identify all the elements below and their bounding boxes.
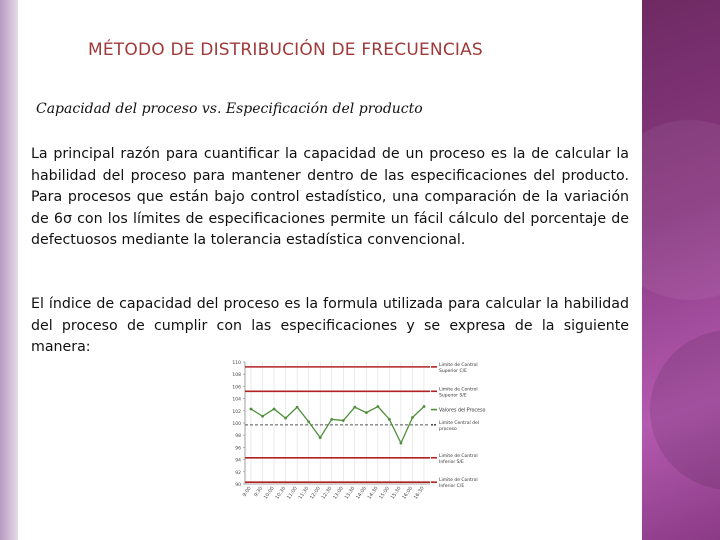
x-tick-label: 12:00 [309,486,322,501]
limit-label: Limite de Control [439,362,478,368]
panel-shape [640,120,720,300]
y-tick-label: 110 [232,361,241,366]
y-tick-label: 96 [235,446,241,452]
y-tick-label: 108 [232,373,241,379]
y-tick-label: 94 [235,458,241,464]
data-point [342,419,345,422]
x-tick-label: 11:00 [286,486,299,501]
limit-label: Limite de Control [439,387,478,393]
slide-title: MÉTODO DE DISTRIBUCIÓN DE FRECUENCIAS [88,40,483,60]
y-tick-label: 102 [232,409,241,415]
data-point [330,418,333,421]
x-tick-label: 9:30 [253,486,265,498]
x-tick-label: 13:30 [344,486,357,501]
y-tick-label: 104 [232,397,241,403]
panel-shape [650,330,720,490]
data-point [250,408,253,411]
y-tick-label: 106 [232,385,241,391]
y-tick-label: 90 [235,483,241,488]
limit-label: Limite Central del [439,420,480,426]
x-tick-label: 9:00 [242,486,253,498]
paragraph-index: El índice de capacidad del proceso es la formula utilizada para calcular la habilidad del proceso de cumplir con las especificaciones y se expresa de la siguiente manera: [31,296,629,356]
x-tick-label: 16:00 [402,486,415,501]
y-tick-label: 98 [235,434,241,440]
x-tick-label: 10:00 [263,486,276,501]
data-point [261,415,264,418]
right-decorative-panel [640,0,720,540]
data-point [423,405,426,408]
x-tick-label: 14:00 [355,486,368,501]
x-tick-label: 13:00 [332,486,345,501]
x-tick-label: 11:30 [298,486,311,501]
limit-label: Superior C/E [439,368,467,374]
y-tick-label: 92 [235,470,241,476]
x-tick-label: 16:30 [413,486,426,501]
limit-label: Limite de Control [439,453,478,459]
data-point [307,420,310,423]
limit-label: Inferior S/E [439,459,464,465]
y-tick-label: 100 [232,422,241,427]
x-tick-label: 10:30 [275,486,288,501]
data-point [411,416,414,419]
data-point [388,418,391,421]
series-label: Valores del Proceso [439,408,486,414]
limit-label: proceso [439,426,457,432]
paragraph-intro: La principal razón para cuantificar la capacidad de un proceso es la de calcular la habilidad del proceso para mantener dentro de las especificaciones del producto. Para procesos que están bajo control estadístico, una comparación de la variación de 6σ con los límites de especificaciones permite un fácil cálculo del porcentaje de defectuosos mediante la tolerancia estadística convencional. [31,146,629,249]
data-point [319,436,322,439]
limit-label: Limite de Control [439,478,478,484]
panel-border [640,0,642,540]
x-tick-label: 12:30 [321,486,334,501]
data-point [376,405,379,408]
x-tick-label: 14:30 [367,486,380,501]
data-point [273,408,276,411]
slide-subtitle: Capacidad del proceso vs. Especificación del producto [36,101,423,117]
x-tick-label: 15:00 [379,486,392,501]
left-decorative-strip [0,0,18,540]
data-point [284,417,287,420]
data-point [296,406,299,409]
data-point [400,442,403,445]
limit-label: Inferior C/E [439,484,465,490]
data-point [365,411,368,414]
x-tick-label: 15:30 [390,486,403,501]
limit-label: Superior S/E [439,393,467,399]
data-point [353,406,356,409]
control-chart [228,356,498,506]
